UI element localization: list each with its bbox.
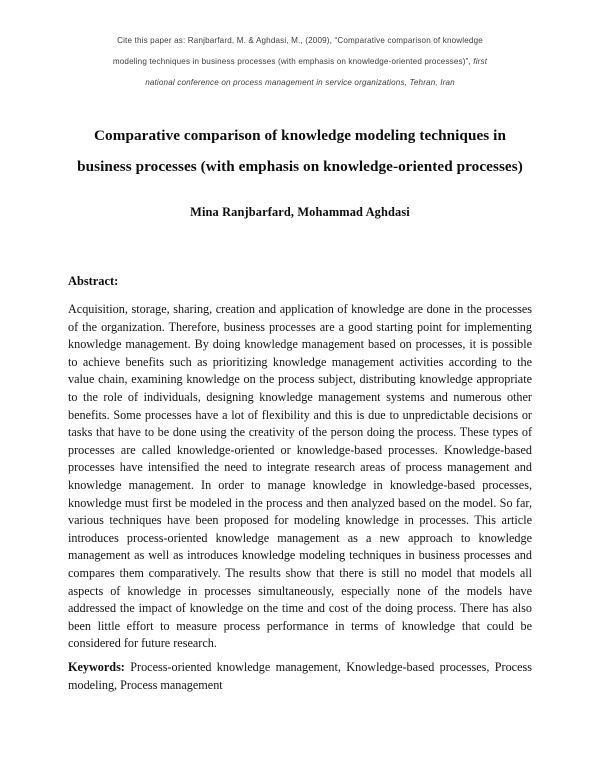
page-title — [58, 120, 542, 182]
citation-line-2 — [68, 51, 532, 72]
keywords-value: Process-oriented knowledge management, Knowledge-based processes, Process modeling, Process management — [68, 660, 532, 692]
keywords-section — [68, 659, 532, 694]
abstract-heading: Abstract: — [68, 274, 119, 288]
citation-line-1: Cite this paper as: Ranjbarfard, M. & Aghdasi, M., (2009), “Comparative comparison of knowledge — [117, 36, 483, 45]
author-list: Mina Ranjbarfard, Mohammad Aghdasi — [190, 205, 410, 219]
keywords-label: Keywords: — [68, 660, 125, 674]
page-title-line-1: Comparative comparison of knowledge modeling techniques in — [94, 127, 506, 145]
abstract-body: Acquisition, storage, sharing, creation and application of knowledge are done in the processes of the organization. Therefore, business processes are a good starting point for implementing knowledge management. By doing knowledge management based on processes, it is possible to achieve benefits such as prioritizing knowledge management activities according to the value chain, examining knowledge on the process subject, distributing knowledge appropriate to the role of individuals, designing knowledge management systems and numerous other benefits. Some processes have a lot of flexibility and this is due to unpredictable decisions or tasks that have to be done using the creativity of the person doing the process. These types of processes are called knowledge-oriented or knowledge-based processes. Knowledge-based processes have intensified the need to integrate research areas of process management and knowledge management. In order to manage knowledge in knowledge-based processes, knowledge must first be modeled in the process and then analyzed based on the model. So far, various techniques have been proposed for modeling knowledge in processes. This article introduces process-oriented knowledge management as a new approach to knowledge management as well as introduces knowledge modeling techniques in business processes and compares them comparatively. The results show that there is still no model that models all aspects of knowledge in processes simultaneously, especially none of the models have addressed the impact of knowledge on the time and cost of the doing process. There has also been little effort to measure process performance in terms of knowledge that could be considered for future research. — [68, 302, 532, 651]
citation-line-2-plain: modeling techniques in business processes (with emphasis on knowledge-oriented processes)”, — [112, 57, 474, 66]
page-title-line-2: business processes (with emphasis on knowledge-oriented processes) — [77, 158, 523, 176]
citation-line-3: national conference on process management in service organizations, Tehran, Iran — [145, 78, 455, 87]
citation-header — [68, 30, 532, 93]
abstract-section — [68, 274, 532, 653]
citation-line-2-italic: first — [473, 57, 488, 66]
